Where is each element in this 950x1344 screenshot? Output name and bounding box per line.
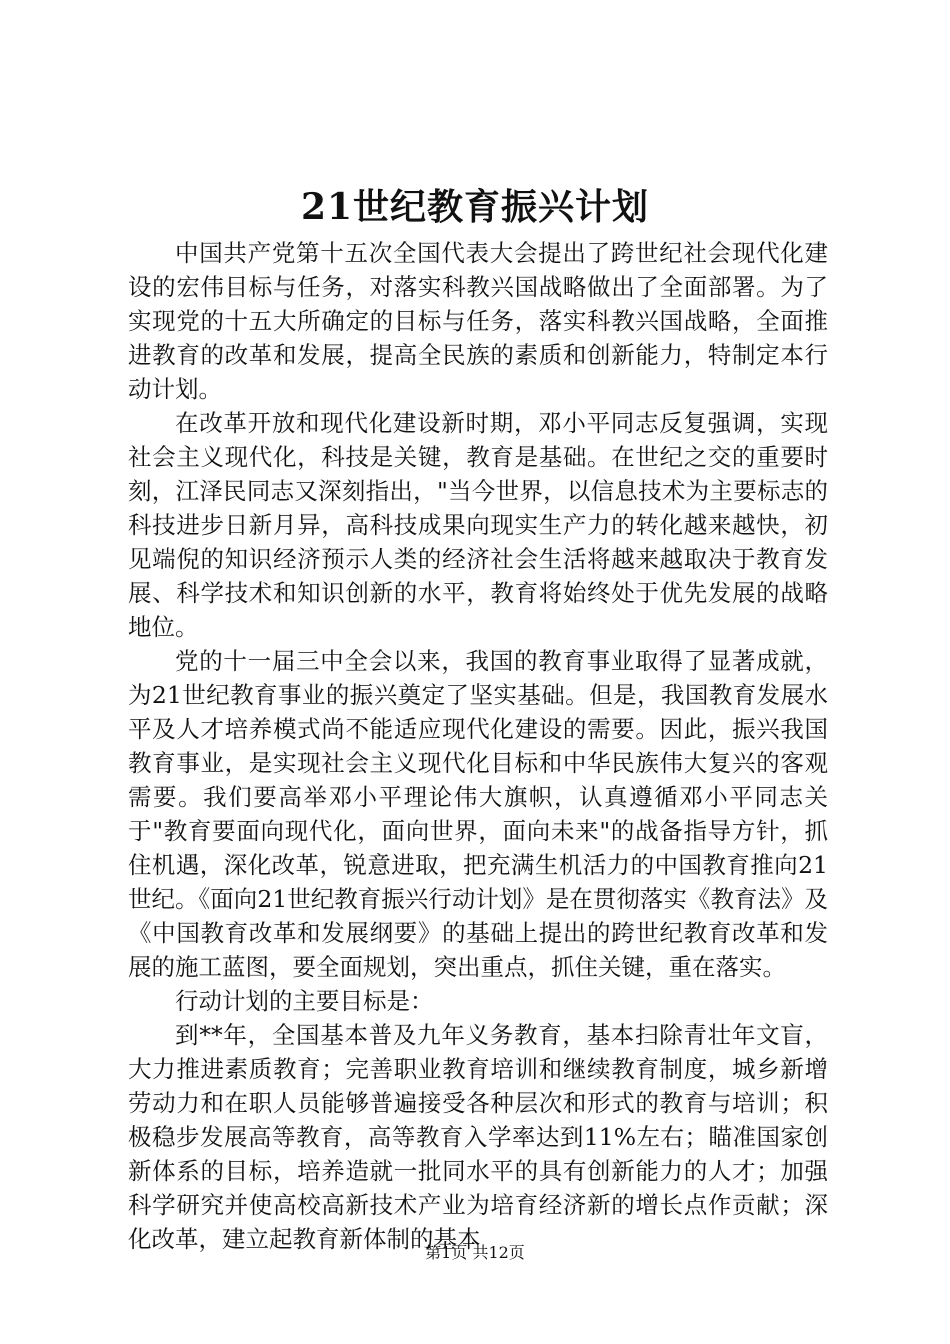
page-indicator: 第1页 共12页 [425,1243,525,1262]
document-title: 21世纪教育振兴计划 [300,186,650,228]
document-body [128,236,828,1256]
paragraph: 中国共产党第十五次全国代表大会提出了跨世纪社会现代化建设的宏伟目标与任务，对落实科教兴国战略做出了全面部署。为了实现党的十五大所确定的目标与任务，落实科教兴国战略，全面推进教育的改革和发展，提高全民族的素质和创新能力，特制定本行动计划。 [128,239,828,403]
page-footer [0,1242,950,1264]
paragraph: 在改革开放和现代化建设新时期，邓小平同志反复强调，实现社会主义现代化，科技是关键，教育是基础。在世纪之交的重要时刻，江泽民同志又深刻指出，"当今世界，以信息技术为主要标志的科技进步日新月异，高科技成果向现实生产力的转化越来越快，初见端倪的知识经济预示人类的经济社会生活将越来越取决于教育发展、科学技术和知识创新的水平，教育将始终处于优先发展的战略地位。 [128,409,828,641]
paragraph: 到**年，全国基本普及九年义务教育，基本扫除青壮年文盲，大力推进素质教育；完善职业教育培训和继续教育制度，城乡新增劳动力和在职人员能够普遍接受各种层次和形式的教育与培训；积极稳步发展高等教育，高等教育入学率达到11%左右；瞄准国家创新体系的目标，培养造就一批同水平的具有创新能力的人才；加强科学研究并使高校高新技术产业为培育经济新的增长点作贡献；深化改革，建立起教育新体制的基本 [128,1021,828,1253]
paragraph: 党的十一届三中全会以来，我国的教育事业取得了显著成就，为21世纪教育事业的振兴奠定了坚实基础。但是，我国教育发展水平及人才培养模式尚不能适应现代化建设的需要。因此，振兴我国教育事业，是实现社会主义现代化目标和中华民族伟大复兴的客观需要。我们要高举邓小平理论伟大旗帜，认真遵循邓小平同志关于"教育要面向现代化，面向世界，面向未来"的战备指导方针，抓住机遇，深化改革，锐意进取，把充满生机活力的中国教育推向21世纪。《面向21世纪教育振兴行动计划》是在贯彻落实《教育法》及《中国教育改革和发展纲要》的基础上提出的跨世纪教育改革和发展的施工蓝图，要全面规划，突出重点，抓住关键，重在落实。 [128,647,828,981]
paragraph: 行动计划的主要目标是： [175,987,434,1015]
